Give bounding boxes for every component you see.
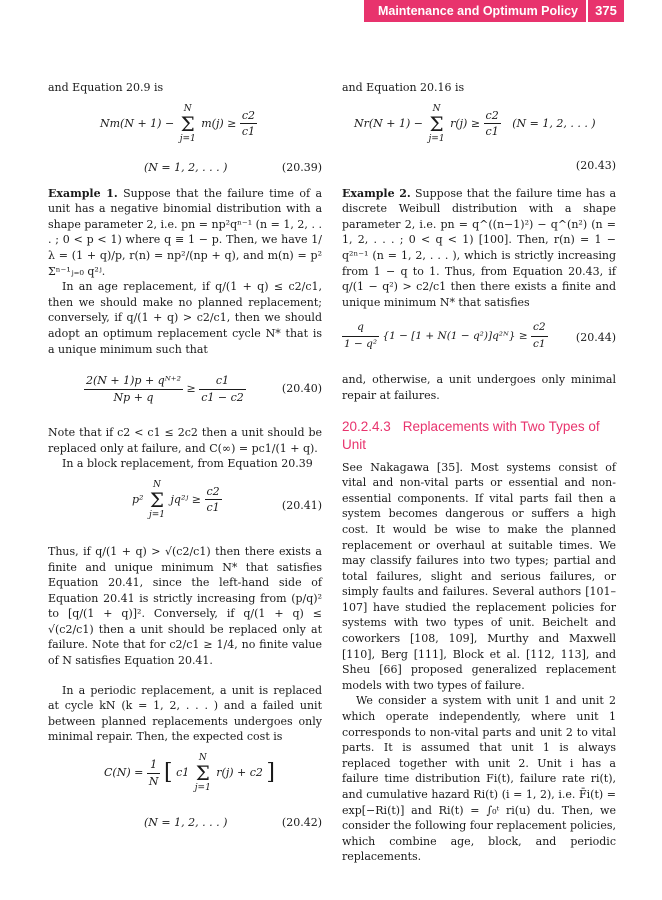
fraction (205, 484, 222, 516)
eq-number: (20.44) (575, 331, 616, 345)
eq-term: m(j) ≥ (201, 116, 237, 130)
block-replacement-intro: In a block replacement, from Equation 20.39 (62, 457, 313, 471)
eq-number: (20.42) (281, 816, 322, 830)
page-number: 375 (588, 0, 624, 22)
example-label: Example 2. (342, 186, 411, 200)
relation: ≥ (186, 382, 196, 396)
eq-number: (20.41) (281, 498, 322, 512)
fraction (240, 108, 257, 140)
intro-text: and Equation 20.16 is (342, 81, 465, 94)
thus-paragraph: Thus, if q/(1 + q) > √(c2/c1) then there exists a finite and unique minimum N* that satisfies Equation 20.41, since the left-hand side of Equation 20.41 is strictly increasing from (p/q)² to [q/(1 + q)]². Conversely, if q/(1 + q) ≤ √(c2/c1) then a unit should be replaced only at failure. Note that for c2/c1 ≥ 1/4, no finite value of N satisfies Equation 20.41. (48, 544, 322, 668)
running-header (364, 0, 662, 22)
denominator: c1 (206, 501, 220, 515)
numerator: c2 (484, 108, 501, 125)
eq-body: {1 − [1 + N(1 − q²)]q²ᴺ} ≥ (382, 330, 528, 343)
sum-top: N (432, 103, 441, 114)
right-column (342, 80, 616, 865)
equation-20-41 (48, 480, 322, 534)
sum-bottom: j=1 (148, 509, 166, 520)
sum-top: N (198, 753, 207, 764)
sum-bottom: j=1 (428, 133, 445, 144)
fraction (147, 757, 161, 789)
numerator: c2 (205, 484, 222, 501)
fraction (484, 108, 501, 140)
denominator: Np + q (113, 390, 154, 404)
sum-top: N (183, 103, 192, 114)
eq-prefix: p² (132, 492, 144, 506)
equation-20-42 (48, 753, 322, 831)
eq-lhs: Nr(N + 1) − (354, 116, 424, 130)
eq-term: r(j) + c2 (216, 766, 263, 780)
eq-condition: (N = 1, 2, . . . ) (144, 160, 228, 174)
close-bracket: ] (266, 760, 276, 786)
open-bracket: [ (163, 760, 173, 786)
numerator: q (342, 320, 379, 337)
sum-symbol: N Σ j=1 (428, 103, 445, 144)
eq-condition: (N = 1, 2, . . . ) (144, 816, 228, 830)
sum-symbol: N Σ j=1 (179, 103, 196, 144)
section-paragraph-2: We consider a system with unit 1 and unit 2 which operate independently, where unit 1 corresponds to non-vital parts and unit 2 to vital parts. It is assumed that unit 1 is always replaced together with unit 2. Unit i has a failure time distribution Fi(t), failure rate ri(t), and cumulative hazard Ri(t) (i = 1, 2), i.e. F̄i(t) = exp[−Ri(t)] and Ri(t) = ∫₀ᵗ ri(u) du. Then, we consider the following four replacement policies, which combine age, block, and periodic replacements. (342, 694, 616, 864)
denominator: c1 (532, 337, 546, 350)
sum-symbol: N Σ j=1 (148, 479, 166, 520)
example-label: Example 1. (48, 186, 118, 200)
eq-c1: c1 (176, 766, 190, 780)
eq-number: (20.39) (281, 160, 322, 174)
section-number: 20.2.4.3 (342, 418, 391, 434)
numerator: c1 (199, 373, 246, 390)
section-paragraph-1: See Nakagawa [35]. Most systems consist of vital and non-vital parts or essential and non-essential components. If vital parts fail then a system becomes dangerous or suffers a high cost. It would be wise to make the planned replacement or overhaul at suitable times. We may classify failures into two types; partial and total failures, slight and serious failures, or simply faults and failures. Several authors [101–107] have studied the replacement policies for systems with two types of unit. Beichelt and coworkers [108, 109], Murthy and Maxwell [110], Berg [111], Block et al. [112, 113], and Sheu [66] proposed generalized replacement models with two types of failure. (342, 460, 616, 692)
example-2 (342, 186, 616, 311)
fraction (84, 373, 183, 405)
running-title: Maintenance and Optimum Policy (364, 0, 586, 22)
equation-20-44 (342, 318, 616, 362)
denominator: c1 − c2 (201, 390, 244, 404)
example-1 (48, 186, 322, 280)
eq-condition: (N = 1, 2, . . . ) (512, 116, 596, 130)
eq-number: (20.40) (281, 382, 322, 396)
fraction (199, 373, 246, 405)
numerator: 2(N + 1)p + qᴺ⁺² (84, 373, 183, 390)
periodic-replacement-paragraph: In a periodic replacement, a unit is replaced at cycle kN (k = 1, 2, . . . ) and a failed unit between planned replacements undergoes only minimal repair. Then, the expected cost is (48, 683, 322, 744)
denominator: N (148, 774, 159, 788)
age-replacement-paragraph: In an age replacement, if q/(1 + q) ≤ c2/c1, then we should make no planned replacement; conversely, if q/(1 + q) > c2/c1, then we should adopt an optimum replacement cycle N* that is a unique minimum such that (48, 280, 322, 356)
numerator: 1 (147, 757, 161, 774)
note-paragraph: Note that if c2 < c1 ≤ 2c2 then a unit should be replaced only at failure, and C(∞) = pc1/(1 + q). (48, 426, 322, 455)
sum-bottom: j=1 (194, 783, 211, 794)
equation-20-40 (48, 369, 322, 415)
example-text: Suppose that the failure time has a discrete Weibull distribution with a shape parameter 2, i.e. pn = q^((n−1)²) − q^(n²) (n = 1, 2, . . . ; 0 < q < 1) [100]. Then, r(n) = 1 − q²ⁿ⁻¹ (n = 1, 2, . . . ), which is strictly increasing from 1 − q to 1. Thus, from Equation 20.43, if q/(1 − q²) > c2/c1 then there exists a finite and unique minimum N* that satisfies (342, 186, 617, 309)
numerator: c2 (531, 320, 548, 337)
eq-lhs: Nm(N + 1) − (100, 116, 175, 130)
eq-term: r(j) ≥ (450, 116, 481, 130)
equation-20-39 (48, 104, 322, 176)
denominator: c1 (485, 125, 499, 139)
denominator: 1 − q² (344, 337, 378, 350)
otherwise-paragraph: and, otherwise, a unit undergoes only minimal repair at failures. (342, 373, 616, 402)
fraction (531, 320, 548, 352)
section-heading (342, 418, 616, 454)
eq-lhs: C(N) = (104, 766, 144, 780)
fraction (342, 320, 379, 352)
denominator: c1 (241, 125, 256, 139)
eq-number: (20.43) (575, 158, 616, 172)
section-title: Replacements with Two Types of Unit (342, 418, 600, 452)
equation-20-43 (342, 104, 616, 176)
example-text: Suppose that the failure time of a unit has a negative binomial distribution with a shape parameter 2, i.e. pn = np²qⁿ⁻¹ (n = 1, 2, . . . ; 0 < p < 1) where q ≡ 1 − p. Then, we have 1/λ = (1 + q)/p, r(n) = np²/(np + q), and m(n) = p² Σⁿ⁻¹ⱼ₌₀ q²ʲ. (48, 186, 322, 278)
sum-bottom: j=1 (179, 133, 196, 144)
sum-top: N (153, 479, 161, 490)
left-column (48, 80, 322, 841)
eq-term: jq²ʲ ≥ (170, 492, 201, 506)
sum-symbol: N Σ j=1 (194, 753, 211, 794)
intro-text: and Equation 20.9 is (48, 81, 164, 94)
numerator: c2 (240, 108, 257, 125)
